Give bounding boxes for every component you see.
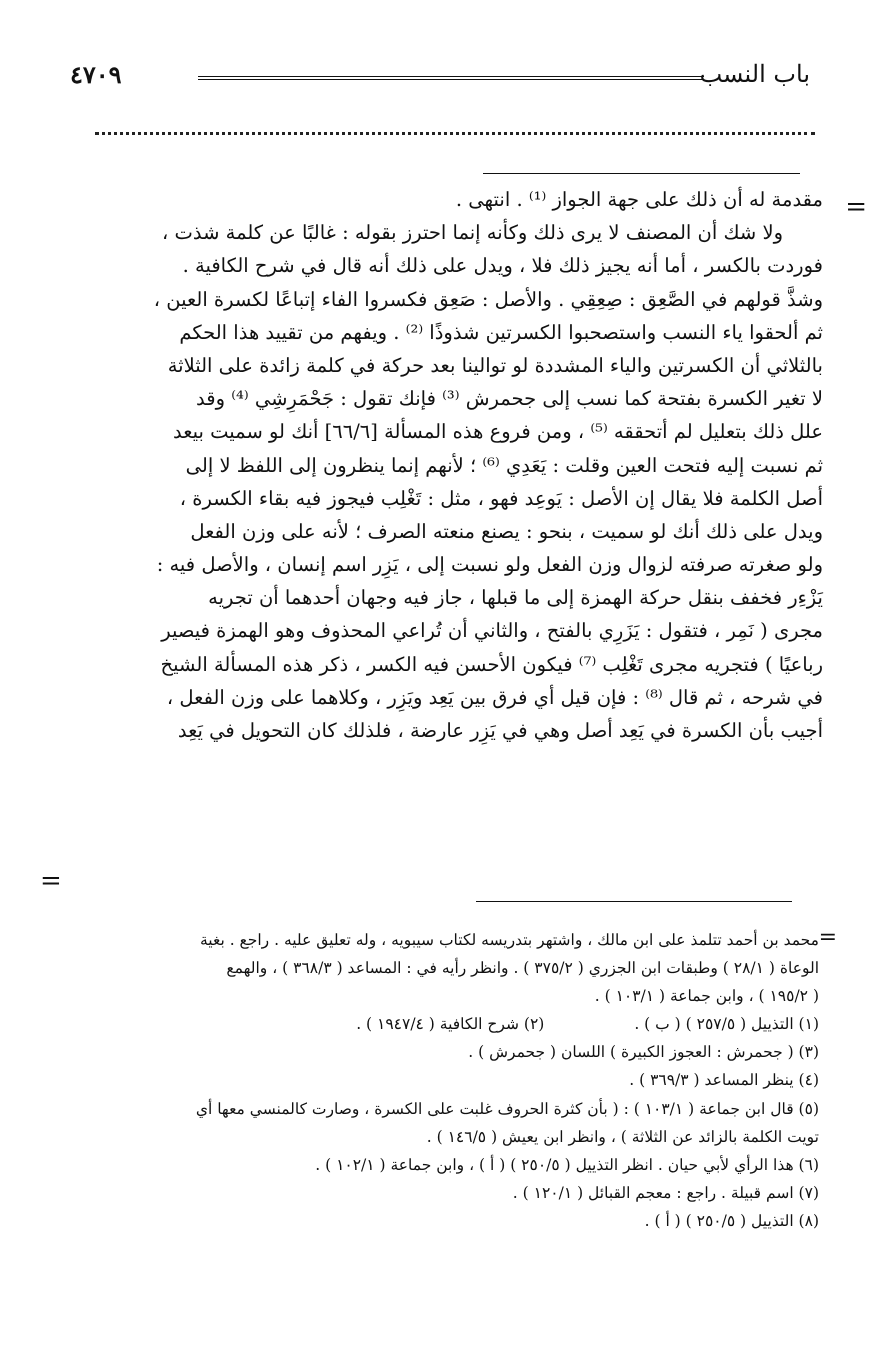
text-line: رباعيًا ) فتجريه مجرى تَغْلِب ⁽⁷⁾ فيكون الأحسن فيه الكسر ، ذكر هذه المسألة الشيخ (160, 652, 823, 676)
text-line: لا تغير الكسرة بفتحة كما نسب إلى جحمرش ⁽³⁾ فإنك تقول : جَحْمَرِشِي ⁽⁴⁾ وقد (196, 387, 823, 411)
text-line: ولا شك أن المصنف لا يرى ذلك وكأنه إنما احترز بقوله : غالبًا عن كلمة شذت ، (162, 221, 783, 245)
main-text (67, 183, 823, 747)
text-line: ولو صغرته صرفته لزوال وزن الفعل ولو نسبت إلى ، يَزِر اسم إنسان ، والأصل فيه : (156, 553, 823, 577)
page-number: ٤٧٠٩ (70, 60, 122, 89)
header-rule (198, 76, 704, 80)
text-line: أجيب بأن الكسرة في يَعِد أصل وهي في يَزِر عارضة ، فلذلك كان التحويل في يَعِد (177, 719, 823, 742)
footnote-separator (476, 901, 792, 902)
text-line: بالثلاثي أن الكسرتين والياء المشددة لو توالينا بعد حركة في كلمة زائدة على الثلاثة (167, 353, 823, 377)
footnote-line: الوعاة ( ٢٨/١ ) وطبقات ابن الجزري ( ٣٧٥/٢ ) . وانظر رأيه في : المساعد ( ٣٦٨/٣ ) ، والهمع (226, 959, 819, 978)
continuation-mark-top: = (845, 192, 867, 222)
text-line: ثم نسبت إليه فتحت العين وقلت : يَعَدِي ⁽⁶⁾ ؛ لأنهم إنما ينظرون إلى اللفظ لا إلى (185, 453, 823, 477)
text-line: علل ذلك بتعليل لم أتحققه ⁽⁵⁾ ، ومن فروع هذه المسألة [٦٦/٦] أنك لو سميت بيعد (172, 420, 823, 444)
dotted-separator (95, 132, 815, 145)
text-line: يَزْءِر فخفف بنقل حركة الهمزة إلى ما قبلها ، جاز فيه وجهان أحدهما أن تجريه (208, 586, 823, 610)
footnote-3: (٣) ( جحمرش : العجوز الكبيرة ) اللسان ( جحمرش ) . (468, 1043, 819, 1062)
footnote-2: (٢) شرح الكافية ( ١٩٤٧/٤ ) . (356, 1015, 545, 1034)
footnote-line: ( ١٩٥/٢ ) ، وابن جماعة ( ١٠٣/١ ) . (594, 987, 819, 1006)
footnote-continuation-mark: = (818, 925, 837, 950)
footnote-5: (٥) قال ابن جماعة ( ١٠٣/١ ) : ( بأن كثرة الحروف غلبت على الكسرة ، وصارت كالمنسي معها أي (195, 1099, 819, 1118)
text-line: فوردت بالكسر ، أما أنه يجيز ذلك فلا ، ويدل على ذلك أنه قال في شرح الكافية . (182, 254, 823, 278)
chapter-title: باب النسب (699, 60, 810, 88)
text-line: ويدل على ذلك أنك لو سميت ، بنحو : يصنع منعته الصرف ؛ لأنه على وزن الفعل (190, 519, 823, 543)
footnote-6: (٦) هذا الرأي لأبي حيان . انظر التذييل ( ٢٥٠/٥ ) ( أ ) ، وابن جماعة ( ١٠٢/١ ) . (315, 1155, 819, 1174)
footnote-5-cont: تويت الكلمة بالزائد عن الثلاثة ) ، وانظر ابن يعيش ( ١٤٦/٥ ) . (426, 1127, 819, 1146)
text-line: في شرحه ، ثم قال ⁽⁸⁾ : فإن قيل أي فرق بين يَعِد ويَزِر ، وكلاهما على وزن الفعل ، (166, 685, 823, 709)
continuation-mark-bottom: = (40, 866, 62, 896)
text-line: وشذَّ قولهم في الصَّعِق : صِعِقِي . والأصل : صَعِق فكسروا الفاء إتباعًا لكسرة العين ، (153, 287, 823, 311)
text-line: مقدمة له أن ذلك على جهة الجواز ⁽¹⁾ . انتهى . (455, 188, 823, 211)
footnote-1: (١) التذييل ( ٢٥٧/٥ ) ( ب ) . (634, 1015, 819, 1034)
text-line: أصل الكلمة فلا يقال إن الأصل : يَوعِد فهو ، مثل : تَغْلِب فيجوز فيه بقاء الكسرة ، (179, 486, 823, 510)
text-line: ثم ألحقوا ياء النسب واستصحبوا الكسرتين شذوذًا ⁽²⁾ . ويفهم من تقييد هذا الحكم (179, 320, 823, 344)
footnote-row (59, 1010, 819, 1038)
continuation-rule (483, 173, 800, 174)
footnote-7: (٧) اسم قبيلة . راجع : معجم القبائل ( ١٢٠/١ ) . (512, 1183, 819, 1202)
footnote-line: محمد بن أحمد تتلمذ على ابن مالك ، واشتهر بتدريسه لكتاب سيبويه ، وله تعليق عليه . راجع . بغية (199, 931, 819, 949)
text-line: مجرى ( نَمِر ، فتقول : يَزَرِي بالفتح ، والثاني أن تُراعي المحذوف وهو الهمزة فيصير (161, 619, 823, 643)
running-header (70, 58, 810, 94)
footnotes (59, 926, 819, 1235)
footnote-8: (٨) التذييل ( ٢٥٠/٥ ) ( أ ) . (644, 1211, 819, 1230)
footnote-4: (٤) ينظر المساعد ( ٣٦٩/٣ ) . (629, 1071, 819, 1090)
